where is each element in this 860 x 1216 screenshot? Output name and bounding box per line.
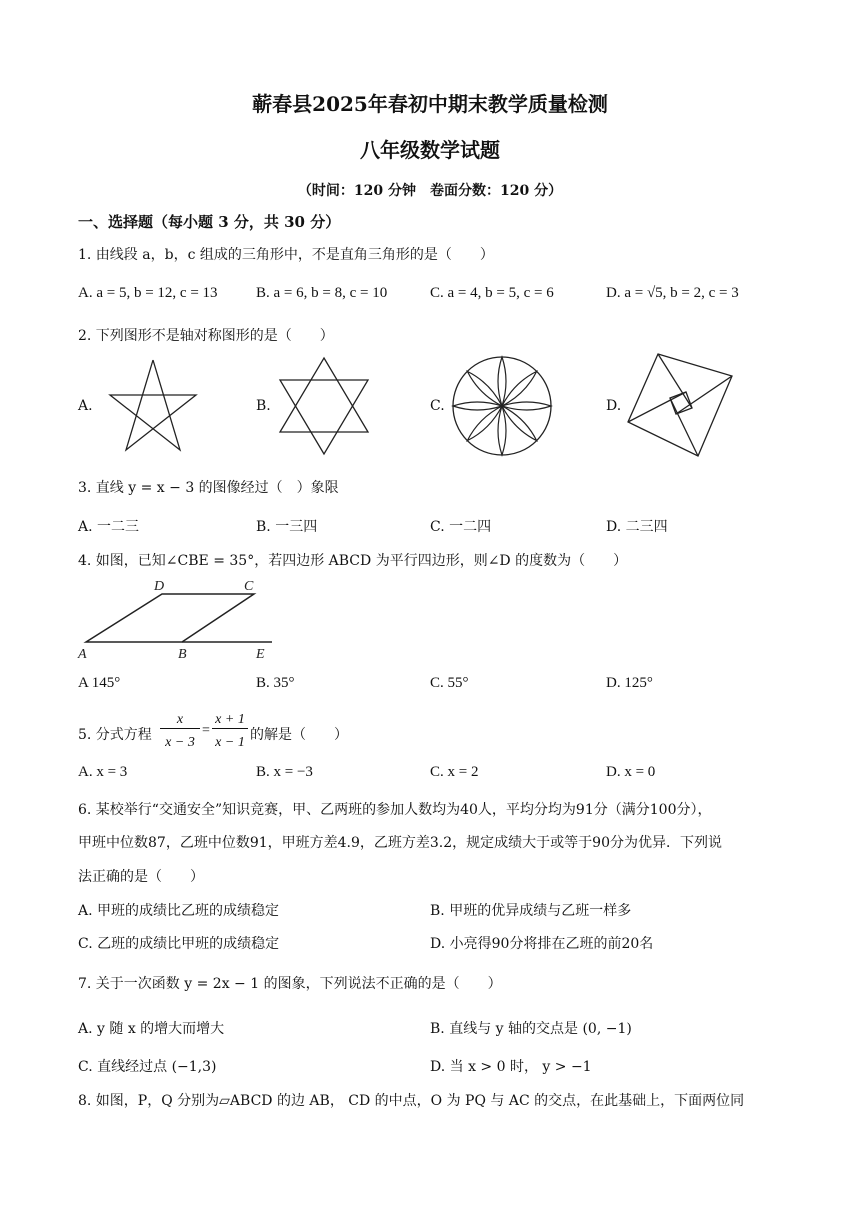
q6-line-3: 法正确的是（ ） <box>78 869 204 885</box>
q5-numerator-1: x <box>160 712 200 729</box>
q1-stem: 1. 由线段 a，b，c 组成的三角形中，不是直角三角形的是（ ） <box>78 247 494 263</box>
q1-option-b: B. a = 6, b = 8, c = 10 <box>256 285 388 301</box>
q6-option-b: B. 甲班的优异成绩与乙班一样多 <box>430 903 632 919</box>
q3-option-a: A. 一二三 <box>78 519 140 535</box>
q4-option-d: D. 125° <box>606 675 653 691</box>
q7-option-d: D. 当 x > 0 时， y > −1 <box>430 1059 592 1075</box>
exam-title: 蕲春县2025年春初中期末教学质量检测 <box>252 92 608 116</box>
q3-option-d: D. 二三四 <box>606 519 668 535</box>
q6-option-c: C. 乙班的成绩比甲班的成绩稳定 <box>78 936 280 952</box>
exam-subtitle: 八年级数学试题 <box>360 138 500 162</box>
q5-option-a: A. x = 3 <box>78 764 128 780</box>
q4-stem: 4. 如图，已知∠CBE = 35°，若四边形 ABCD 为平行四边形，则∠D 的度数为（ ） <box>78 553 628 569</box>
q4-option-b: B. 35° <box>256 675 295 691</box>
q6-option-d: D. 小亮得90分将排在乙班的前20名 <box>430 936 654 952</box>
q5-denominator-1: x − 3 <box>165 735 195 750</box>
q8-stem: 8. 如图，P，Q 分别为▱ABCD 的边 AB， CD 的中点，O 为 PQ 与 AC 的交点，在此基础上，下面两位同 <box>78 1093 745 1109</box>
q5-option-d: D. x = 0 <box>606 764 656 780</box>
pinwheel-square-figure <box>626 352 736 458</box>
q3-option-c: C. 一二四 <box>430 519 492 535</box>
q6-line-2: 甲班中位数87，乙班中位数91，甲班方差4.9，乙班方差3.2，规定成绩大于或等于90分为优异．下列说 <box>78 835 722 851</box>
q4-option-a: A 145° <box>78 675 121 691</box>
q7-stem: 7. 关于一次函数 y = 2x − 1 的图象，下列说法不正确的是（ ） <box>78 976 502 992</box>
q5-numerator-2: x + 1 <box>212 712 248 729</box>
q1-option-c: C. a = 4, b = 5, c = 6 <box>430 285 554 301</box>
section-heading: 一、选择题（每小题 3 分，共 30 分） <box>78 213 341 231</box>
label-b: B <box>178 647 187 662</box>
label-a: A <box>78 647 87 662</box>
label-e: E <box>256 647 265 662</box>
label-c: C <box>244 579 254 594</box>
q7-option-b: B. 直线与 y 轴的交点是 (0, −1) <box>430 1021 632 1037</box>
q3-stem: 3. 直线 y = x − 3 的图像经过（ ）象限 <box>78 480 339 496</box>
exam-info: （时间：120 分钟 卷面分数：120 分） <box>297 183 563 199</box>
q7-option-c: C. 直线经过点 (−1,3) <box>78 1059 217 1075</box>
label-d: D <box>154 579 165 594</box>
q4-option-c: C. 55° <box>430 675 469 691</box>
q5-equals: = <box>202 723 210 738</box>
q2-stem: 2. 下列图形不是轴对称图形的是（ ） <box>78 328 334 344</box>
q3-option-b: B. 一三四 <box>256 519 318 535</box>
q5-option-c: C. x = 2 <box>430 764 479 780</box>
q1-option-a: A. a = 5, b = 12, c = 13 <box>78 285 218 301</box>
q2-option-c: C. <box>430 398 445 414</box>
q5-denominator-2: x − 1 <box>215 735 245 750</box>
q2-option-b: B. <box>256 398 271 414</box>
hexagram-figure <box>274 356 374 456</box>
flower-circle-figure <box>452 356 552 456</box>
q5-stem-pre: 5. 分式方程 <box>78 727 152 743</box>
q1-option-d: D. a = √5, b = 2, c = 3 <box>606 285 739 301</box>
q7-option-a: A. y 随 x 的增大而增大 <box>78 1021 225 1037</box>
q2-option-d: D. <box>606 398 622 414</box>
pentagram-figure <box>98 358 208 454</box>
q6-option-a: A. 甲班的成绩比乙班的成绩稳定 <box>78 903 280 919</box>
q5-stem-post: 的解是（ ） <box>250 727 348 743</box>
parallelogram-figure <box>78 576 278 662</box>
q6-line-1: 6. 某校举行“交通安全”知识竞赛，甲、乙两班的参加人数均为40人，平均分均为91分（满分100分）， <box>78 802 712 818</box>
q5-option-b: B. x = −3 <box>256 764 313 780</box>
q2-option-a: A. <box>78 398 93 414</box>
